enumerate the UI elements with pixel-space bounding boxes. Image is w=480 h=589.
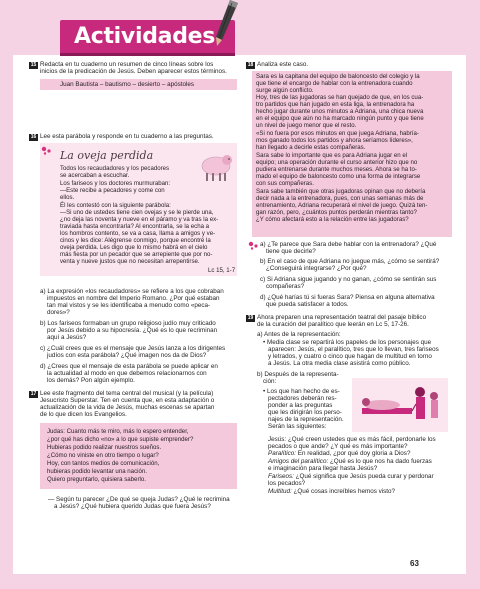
case-line-12: Sara sabe lo importante que es para Adriana jugar en el [256,152,408,159]
act19-a-line-4: a Jesús. La otra media clase asistirá como público. [268,360,411,367]
act18-q-b-1: b) En el caso de que Adriana no juegue más, ¿cómo se sentirá? [260,258,440,265]
act19-b-line-5: najes de la representación. [268,416,344,423]
act19-a-line-3: y letrados, y cuatro o cinco que hagan de multitud en torno [268,353,432,360]
case-line-3: surge algún conflicto. [256,87,314,94]
act18-q-c-1: c) Si Adriana sigue jugando y no ganan, ¿cómo se sentirán sus [260,276,437,283]
act19-b-line-2: pectadores deberán res- [268,395,337,402]
song-line-7: Quiero preguntarlo, quisiera saberlo. [47,476,146,483]
song-line-3: Hubieras podido realizar nuestros sueños. [47,444,162,451]
act19-intro-2: de la curación del paralítico que leerán en Lc 5, 17-26. [257,321,409,328]
act16-q-d-3: los demás? Pon algún ejemplo. [47,377,135,384]
case-line-8: un nivel de juego menor que el resto. [256,122,357,129]
act19-b-line-6: Serán las siguientes: [268,423,327,430]
act16-q-b-2: por Jesús debido a su hipocresía. ¿Qué es lo que recriminan [47,327,218,334]
parable-line-5: ellos. [60,194,75,201]
role-paralytic: Paralítico: [268,450,296,457]
song-line-2: ¿por qué has dicho «no» a lo que supiste emprender? [47,436,194,443]
parable-line-11: cinos y les dice: Alégrense conmigo, porque encontré la [60,237,211,244]
act17-intro-4: de lo que dicen los Evangelios. [40,411,127,418]
act19-a-line-1: • Media clase se repartirá los papeles de los personajes que [263,339,432,346]
act15-terms: Juan Bautista – bautismo – desierto – apóstoles [60,81,195,88]
case-line-15: mado el equipo de baloncesto como una forma de integrarse [256,173,421,180]
title-underline [60,53,235,56]
parable-line-1: Todos los recaudadores y los pecadores [60,165,170,172]
act16-q-c-1: c) ¿Cuál crees que es el mensaje que Jesús lanza a los dirigentes [40,345,226,352]
act18-q-d-2: que pueda satisfacer a todos. [266,301,349,308]
act16-q-a-3: tan mal vistos y se les identificaba a menudo como «peca- [47,302,211,309]
act18-q-d-1: d) ¿Qué harías tú si fueras Sara? Piensa en alguna alternativa [260,294,435,301]
parable-line-3: Los fariseos y los doctores murmuraban: [60,180,171,187]
song-line-5: Hoy, con tantos medios de comunicación, [47,460,160,467]
act18-q-a-2: tiene que decirle? [266,248,316,255]
act15-line-2: inicios de la predicación de Jesús. Deben aparecer estos términos. [40,68,227,75]
q-friends-1: ¿Qué es lo que nos ha dado fuerzas [328,458,432,465]
case-line-2: que tiene el encargo de hablar con la entrenadora cuando [256,80,413,87]
act16-q-d-1: d) ¿Crees que el mensaje de esta parábola se puede aplicar en [40,363,218,370]
case-line-19: entrenamiento, Adriana recuperará el nivel de juego. Quizá ten- [256,202,428,209]
doodle-icon [40,145,52,155]
act16-q-a-1: a) La expresión «los recaudadores» se refiere a los que cobraban [40,288,224,295]
case-line-20: gan razón, pero, ¿cuántos puntos perderán mientras tanto? [256,209,417,216]
q-jesus-2: pecados o que ande? ¿Y qué es más importante? [268,443,408,450]
case-line-17: Sara sabe también que otras jugadoras opinan que no debería [256,188,426,195]
case-line-6: hecho jugar durante unos minutos a Adriana, una chica nueva [256,108,424,115]
act16-q-c-2: judíos con esta parábola? ¿Qué imagen nos da de Dios? [47,352,207,359]
case-line-13: equipo; una operación durante el curso anterior hizo que no [256,159,418,166]
act18-intro: Analiza este caso. [257,61,309,68]
act18-q-b-2: ¿Conseguirá integrarse? ¿Por qué? [266,265,367,272]
case-line-9: «Si no fuera por esos minutos en que juega Adriana, habría- [256,130,419,137]
act16-q-b-3: aquí a Jesús? [47,334,87,341]
case-line-16: con sus compañeras. [256,180,314,187]
parable-line-2: se acercaban a escuchar. [60,172,130,179]
act16-q-a-4: dores»? [47,309,70,316]
act19-a-line-2: aparecen: Jesús, el paralítico, tres que lo llevan, tres fariseos [268,346,439,353]
act16-intro: Lee esta parábola y responde en tu cuaderno a las preguntas. [40,133,214,140]
parable-line-14: venta y nueve justos que no necesitan arrepentirse. [60,258,200,265]
activity-number-19: 19 [247,315,254,321]
act18-q-c-2: compañeras? [266,283,305,290]
case-line-4: Hoy, tres de las jugadoras se han quejado de que, en los cua- [256,94,424,101]
parable-line-13: más fiesta por un pecador que se arrepiente que por no- [60,251,213,258]
q-crowd: ¿Qué cosas increíbles hemos visto? [291,488,396,495]
parable-line-6: Él les contestó con la siguiente parábola: [60,202,171,209]
song-line-6: hubieras podido levantar una nación. [47,468,147,475]
parable-line-8: ¿no deja las noventa y nueve en el páramo y va tras la ex- [60,216,219,223]
q-friends-2: e imaginación para llegar hasta Jesús? [268,465,378,472]
case-line-11: han llegado a decirle estas compañeras. [256,144,366,151]
song-line-4: ¿Cómo no viniste en otro tiempo o lugar? [47,452,159,459]
act16-q-a-2: impuestos en nombre del Imperio Romano. ¿Por qué estaban [47,295,220,302]
act17-question-1: — Según tu parecer ¿De qué se queja Judas? ¿Qué le recrimina [48,496,230,503]
act19-q-2 [268,450,410,457]
act19-q-3-b [268,465,377,472]
role-friends: Amigos del paralítico: [268,458,329,465]
case-line-14: pudiera entrenarse durante muchos meses. Ahora se ha to- [256,166,417,173]
parable-title: La oveja perdida [60,149,154,162]
act19-b-title-2: ción: [263,378,277,385]
act19-intro-1: Ahora preparen una representación teatral del pasaje bíblico [257,314,427,321]
role-crowd: Multitud: [268,488,292,495]
role-pharisees: Fariseos: [268,473,294,480]
page-title: Actividades [74,24,216,49]
song-line-1: Judas: Cuanto más te miro, más lo espero entender, [47,428,189,435]
act17-intro-1: Lee este fragmento del tema central del musical (y la película) [40,390,214,397]
act15-line-1: Redacta en tu cuaderno un resumen de cinco líneas sobre los [40,61,214,68]
q-paralytic: En realidad, ¿por qué doy gloria a Dios? [296,450,411,457]
act19-b-title-1: b) Después de la representa- [257,371,339,378]
paralytic-illustration [352,378,448,432]
act19-a-title: a) Antes de la representación: [257,331,341,338]
doodle-icon [247,240,259,250]
case-line-18: decir nada a la entrenadora, pues, con unas semanas más de [256,195,424,202]
act19-b-line-3: ponder a las preguntas [268,402,333,409]
act16-q-b-1: b) Los fariseos formaban un grupo religioso judío muy criticado [40,320,216,327]
q-pharisees-1: ¿Qué significa que Jesús pueda curar y perdonar [293,473,434,480]
parable-line-4: —Este recibe a pecadores y come con [60,187,165,194]
parable-citation: Lc 15, 1-7 [208,267,236,274]
sheep-icon [196,144,236,184]
act19-q-5 [268,488,395,495]
q-pharisees-2: los pecados? [268,480,306,487]
parable-line-7: —Si uno de ustedes tiene cien ovejas y se le pierde una, [60,209,214,216]
act17-question-2: a Jesús? ¿Qué hubiera querido Judas que fuera Jesús? [54,503,211,510]
parable-line-9: traviada hasta encontrarla? Al encontrarla, se la echa a [60,223,210,230]
activity-number-15: 15 [30,62,37,68]
case-line-5: tro partidos que han jugado en esta liga, la entrenadora ha [256,101,415,108]
role-jesus: Jesús: [268,436,287,443]
page-number: 63 [410,559,419,568]
case-line-10: mos ganado todos los partidos y ahora seríamos líderes», [256,137,413,144]
parable-line-12: oveja perdida. Les digo que lo mismo habrá en el cielo [60,244,208,251]
case-line-7: en el equipo que aún no ha marcado ningún punto y que tiene [256,115,424,122]
parable-line-10: los hombros contento, se va a casa, llama a amigos y ve- [60,230,216,237]
act17-intro-3: actualización de la vida de Jesús, muchas escenas se apartan [40,404,215,411]
act19-b-line-1: • Los que han hecho de es- [263,388,340,395]
act19-b-line-4: que les dirigirán los perso- [268,409,342,416]
act16-q-d-2: la actualidad al modo en que debemos relacionarnos con [47,370,207,377]
act17-intro-2: Jesucristo Superstar. Ten en cuenta que, en esta adaptación o [40,397,215,404]
q-jesus-1: ¿Qué creen ustedes que es más fácil, perdonarle los [286,436,436,443]
activity-number-16: 16 [30,134,37,140]
case-line-21: ¿Y cómo afectará esto a la relación entre las jugadoras? [256,216,409,223]
act18-q-a-1: a) ¿Te parece que Sara debe hablar con la entrenadora? ¿Qué [260,241,437,248]
act19-q-4-b [268,480,305,487]
activity-number-18: 18 [247,62,254,68]
case-line-1: Sara es la capitana del equipo de baloncesto del colegio y la [256,73,420,80]
pencil-icon [210,0,240,46]
activity-number-17: 17 [30,391,37,397]
